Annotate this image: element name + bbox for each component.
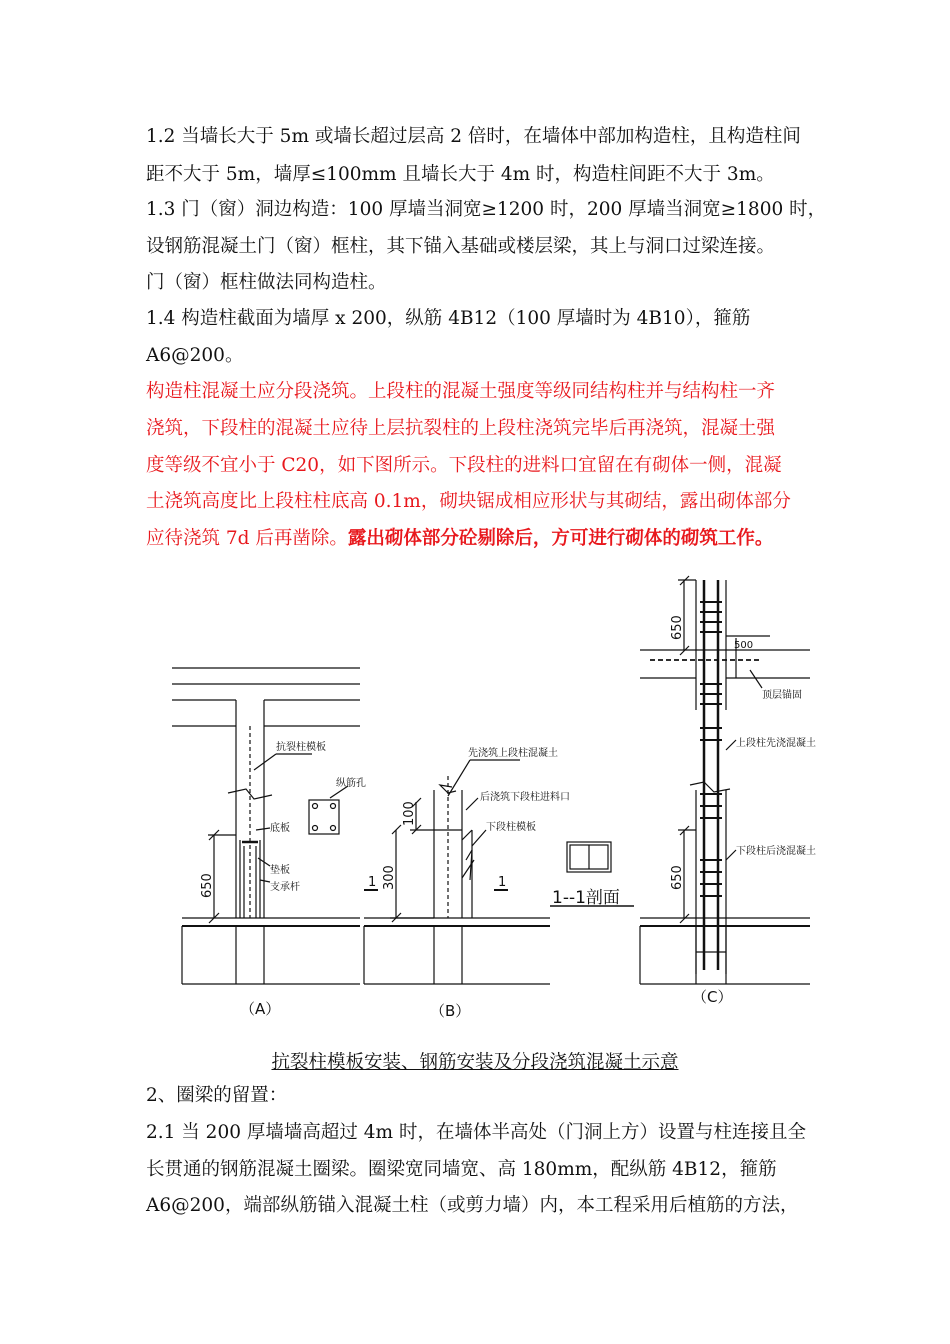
a-panel-label: （A） [240,1000,281,1018]
b-section-title: 1--1剖面 [552,888,620,908]
b-dim-300: 300 [382,865,397,890]
b-panel-label: （B） [430,1002,471,1020]
b-dim-100: 100 [402,801,417,826]
b-section-mark-right: 1 [498,875,507,890]
a-label-support: 支承杆 [270,882,300,893]
para-2-line-2: 设钢筋混凝土门（窗）框柱，其下锚入基础或楼层梁，其上与洞口过梁连接。 [146,236,776,257]
red-para-line-5 [146,527,773,551]
b-label-lower-form: 下段柱模板 [486,822,536,833]
red-para-line-1: 构造柱混凝土应分段浇筑。上段柱的混凝土强度等级同结构柱并与结构柱一齐 [146,381,776,402]
c-label-lower-after: 下段柱后浇混凝土 [736,846,816,857]
construction-diagram [0,560,950,1030]
para-2-line-1: 1.3 门（窗）洞边构造：100 厚墙当洞宽≥1200 时，200 厚墙当洞宽≥1800 时， [146,199,827,220]
c-panel-label: （C） [692,988,733,1006]
section-2-1-line-3: A6@200，端部纵筋锚入混凝土柱（或剪力墙）内，本工程采用后植筋的方法， [146,1195,799,1216]
para-1-line-2: 距不大于 5m，墙厚≤100mm 且墙长大于 4m 时，构造柱间距不大于 3m。 [146,164,775,185]
para-3-line-2: A6@200。 [146,345,244,366]
a-label-formwork: 抗裂柱模板 [276,742,326,753]
section-2-title: 2、圈梁的留置： [146,1085,288,1106]
diagram-a [172,668,360,984]
red-para-line-2: 浇筑，下段柱的混凝土应待上层抗裂柱的上段柱浇筑完毕后再浇筑，混凝土强 [146,418,776,439]
a-label-bottom: 底板 [270,823,290,834]
red-para-line-5-normal: 应待浇筑 7d 后再凿除。 [146,528,348,549]
para-1-line-1: 1.2 当墙长大于 5m 或墙长超过层高 2 倍时，在墙体中部加构造柱，且构造柱间 [146,126,801,147]
figure-caption: 抗裂柱模板安装、钢筋安装及分段浇筑混凝土示意 [271,1052,679,1073]
b-label-inlet: 后浇筑下段柱进料口 [480,792,570,803]
c-dim-650-top: 650 [670,615,685,640]
diagram-c [640,576,810,984]
c-label-upper-first: 上段柱先浇混凝土 [736,738,816,749]
a-label-pad: 垫板 [270,865,290,876]
para-3-line-1: 1.4 构造柱截面为墙厚 x 200，纵筋 4B12（100 厚墙时为 4B10），箍筋 [146,308,751,329]
para-2-line-3: 门（窗）框柱做法同构造柱。 [146,272,387,293]
red-para-line-5-bold: 露出砌体部分砼剔除后，方可进行砌体的砌筑工作。 [347,528,774,549]
red-para-line-4: 土浇筑高度比上段柱柱底高 0.1m，砌块锯成相应形状与其砌结，露出砌体部分 [146,491,791,512]
red-para-line-3: 度等级不宜小于 C20，如下图所示。下段柱的进料口宜留在有砌体一侧，混凝 [146,455,782,476]
section-2-1-line-2: 长贯通的钢筋混凝土圈梁。圈梁宽同墙宽、高 180mm，配纵筋 4B12，箍筋 [146,1159,777,1180]
c-dim-500: 500 [734,640,754,651]
a-dim-650: 650 [200,873,215,898]
c-label-top-anchor: 顶层锚固 [762,690,802,701]
section-2-1-line-1: 2.1 当 200 厚墙墙高超过 4m 时，在墙体半高处（门洞上方）设置与柱连接且全 [146,1122,806,1143]
b-label-upper-first: 先浇筑上段柱混凝土 [468,748,558,759]
c-dim-650-bot: 650 [670,865,685,890]
b-section-mark-left: 1 [368,875,377,890]
a-label-rebar-hole: 纵筋孔 [336,778,366,789]
